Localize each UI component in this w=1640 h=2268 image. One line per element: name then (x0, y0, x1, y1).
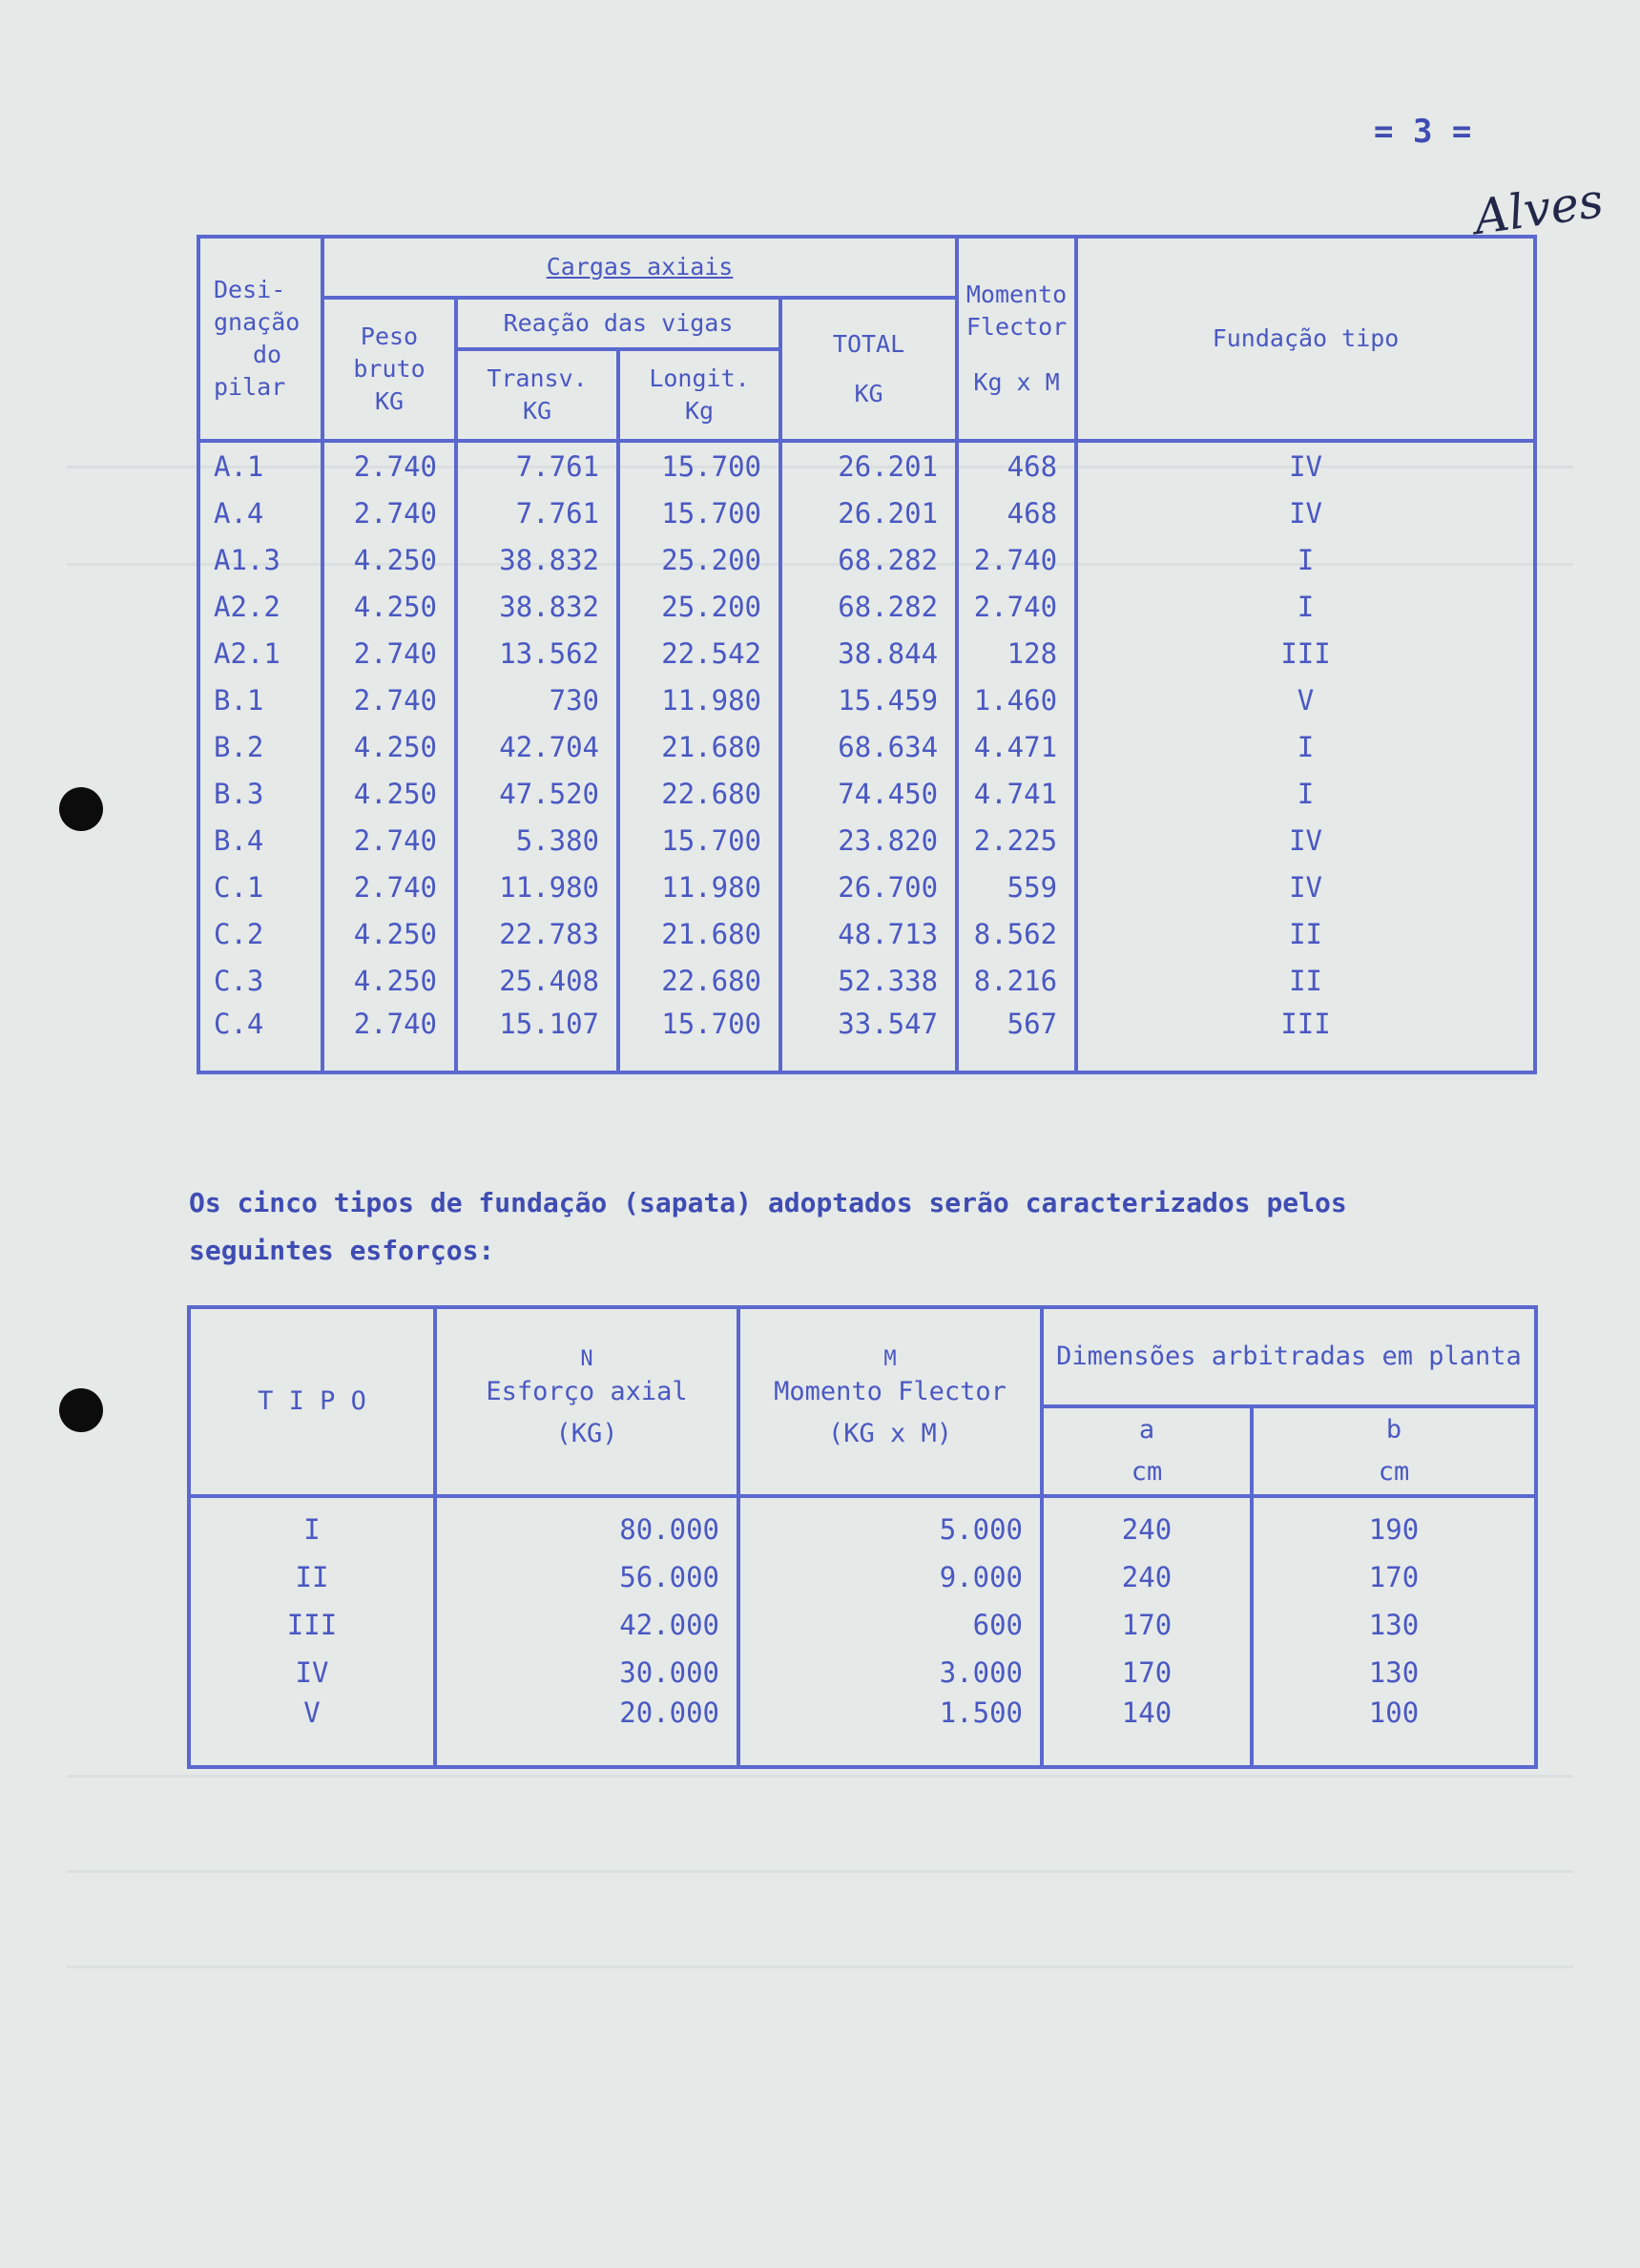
header-total: TOTAL KG (780, 298, 957, 441)
page-number: = 3 = (1374, 113, 1472, 151)
momento-flector-cell: 3.000 (738, 1649, 1042, 1696)
peso-bruto-cell: 4.250 (322, 723, 456, 770)
foundation-types-table (187, 1305, 1538, 1769)
momento-cell: 468 (957, 489, 1076, 536)
fundacao-tipo-cell: I (1076, 723, 1535, 770)
peso-bruto-cell: 4.250 (322, 536, 456, 583)
fundacao-tipo-cell: IV (1076, 864, 1535, 910)
peso-bruto-cell: 2.740 (322, 864, 456, 910)
esforco-axial-cell: 56.000 (435, 1553, 738, 1601)
table-row (198, 910, 1535, 957)
table-row (189, 1649, 1536, 1696)
dimensao-a-cell: 170 (1042, 1649, 1252, 1696)
table-row (198, 817, 1535, 864)
longit-cell: 25.200 (618, 583, 780, 630)
tipo-cell: III (189, 1601, 435, 1649)
dimensao-a-cell: 140 (1042, 1696, 1252, 1767)
transv-cell: 38.832 (456, 583, 618, 630)
header-esforco-axial: N Esforço axial (KG) (435, 1307, 738, 1496)
momento-flector-cell: 9.000 (738, 1553, 1042, 1601)
momento-cell: 4.741 (957, 770, 1076, 817)
peso-bruto-cell: 2.740 (322, 676, 456, 723)
header-dimensoes: Dimensões arbitradas em planta (1042, 1307, 1536, 1406)
punch-hole-top (59, 787, 103, 831)
fundacao-tipo-cell: I (1076, 770, 1535, 817)
pilar-cell: B.1 (198, 676, 322, 723)
transv-cell: 42.704 (456, 723, 618, 770)
momento-flector-cell: 600 (738, 1601, 1042, 1649)
esforco-axial-cell: 42.000 (435, 1601, 738, 1649)
momento-cell: 8.562 (957, 910, 1076, 957)
total-cell: 26.201 (780, 489, 957, 536)
longit-cell: 22.542 (618, 630, 780, 676)
longit-cell: 25.200 (618, 536, 780, 583)
longit-cell: 22.680 (618, 957, 780, 1004)
transv-cell: 25.408 (456, 957, 618, 1004)
momento-cell: 559 (957, 864, 1076, 910)
signature: Alves (1470, 172, 1607, 246)
momento-cell: 4.471 (957, 723, 1076, 770)
total-cell: 74.450 (780, 770, 957, 817)
peso-bruto-cell: 2.740 (322, 441, 456, 489)
dimensao-b-cell: 100 (1252, 1696, 1536, 1767)
longit-cell: 22.680 (618, 770, 780, 817)
momento-flector-cell: 1.500 (738, 1696, 1042, 1767)
fundacao-tipo-cell: I (1076, 536, 1535, 583)
pilar-cell: A1.3 (198, 536, 322, 583)
fundacao-tipo-cell: II (1076, 957, 1535, 1004)
header-designacao: Desi- gnação do pilar (198, 237, 322, 441)
table-row (198, 489, 1535, 536)
fundacao-tipo-cell: IV (1076, 817, 1535, 864)
header-momento-flector-kgm: M Momento Flector (KG x M) (738, 1307, 1042, 1496)
dimensao-a-cell: 170 (1042, 1601, 1252, 1649)
total-cell: 68.634 (780, 723, 957, 770)
fundacao-tipo-cell: IV (1076, 489, 1535, 536)
total-cell: 23.820 (780, 817, 957, 864)
header-tipo: T I P O (189, 1307, 435, 1496)
header-fundacao-tipo: Fundação tipo (1076, 237, 1535, 441)
transv-cell: 7.761 (456, 489, 618, 536)
header-longit: Longit. Kg (618, 349, 780, 441)
table-row (198, 583, 1535, 630)
fundacao-tipo-cell: IV (1076, 441, 1535, 489)
longit-cell: 21.680 (618, 723, 780, 770)
header-momento-flector: Momento Flector Kg x M (957, 237, 1076, 441)
momento-cell: 8.216 (957, 957, 1076, 1004)
pilar-cell: C.1 (198, 864, 322, 910)
table-row (198, 536, 1535, 583)
fundacao-tipo-cell: III (1076, 630, 1535, 676)
dimensao-a-cell: 240 (1042, 1496, 1252, 1553)
header-peso-bruto: Peso bruto KG (322, 298, 456, 441)
peso-bruto-cell: 4.250 (322, 583, 456, 630)
table-row (198, 630, 1535, 676)
pilar-cell: A.1 (198, 441, 322, 489)
header-b: b cm (1252, 1406, 1536, 1496)
transv-cell: 22.783 (456, 910, 618, 957)
pilar-cell: A.4 (198, 489, 322, 536)
dimensao-b-cell: 170 (1252, 1553, 1536, 1601)
foundation-types-paragraph: Os cinco tipos de fundação (sapata) adoptados serão caracterizados pelos seguintes esforços: (189, 1187, 1347, 1266)
bleed-through-line (67, 1870, 1573, 1873)
table-row (189, 1601, 1536, 1649)
longit-cell: 15.700 (618, 489, 780, 536)
pilar-cell: B.4 (198, 817, 322, 864)
dimensao-b-cell: 190 (1252, 1496, 1536, 1553)
table-row (189, 1496, 1536, 1553)
longit-cell: 11.980 (618, 676, 780, 723)
dimensao-a-cell: 240 (1042, 1553, 1252, 1601)
header-cargas-axiais: Cargas axiais (322, 237, 957, 298)
table-row (198, 1004, 1535, 1072)
fundacao-tipo-cell: V (1076, 676, 1535, 723)
total-cell: 68.282 (780, 583, 957, 630)
fundacao-tipo-cell: III (1076, 1004, 1535, 1072)
pilar-cell: A2.1 (198, 630, 322, 676)
table-row (198, 957, 1535, 1004)
total-cell: 38.844 (780, 630, 957, 676)
fundacao-tipo-cell: II (1076, 910, 1535, 957)
dimensao-b-cell: 130 (1252, 1649, 1536, 1696)
pillar-loads-table (197, 235, 1537, 1074)
peso-bruto-cell: 2.740 (322, 817, 456, 864)
momento-cell: 567 (957, 1004, 1076, 1072)
dimensao-b-cell: 130 (1252, 1601, 1536, 1649)
fundacao-tipo-cell: I (1076, 583, 1535, 630)
table-row (198, 723, 1535, 770)
momento-flector-cell: 5.000 (738, 1496, 1042, 1553)
peso-bruto-cell: 4.250 (322, 910, 456, 957)
total-cell: 52.338 (780, 957, 957, 1004)
transv-cell: 11.980 (456, 864, 618, 910)
momento-cell: 468 (957, 441, 1076, 489)
total-cell: 48.713 (780, 910, 957, 957)
bleed-through-line (67, 1966, 1573, 1968)
esforco-axial-cell: 30.000 (435, 1649, 738, 1696)
longit-cell: 15.700 (618, 817, 780, 864)
peso-bruto-cell: 4.250 (322, 957, 456, 1004)
total-cell: 68.282 (780, 536, 957, 583)
header-reacao-das-vigas: Reação das vigas (456, 298, 780, 349)
tipo-cell: II (189, 1553, 435, 1601)
transv-cell: 38.832 (456, 536, 618, 583)
transv-cell: 47.520 (456, 770, 618, 817)
punch-hole-bottom (59, 1388, 103, 1432)
transv-cell: 5.380 (456, 817, 618, 864)
transv-cell: 730 (456, 676, 618, 723)
pilar-cell: B.2 (198, 723, 322, 770)
momento-cell: 2.740 (957, 536, 1076, 583)
total-cell: 26.201 (780, 441, 957, 489)
pilar-cell: C.3 (198, 957, 322, 1004)
momento-cell: 2.740 (957, 583, 1076, 630)
table-row (198, 441, 1535, 489)
header-transv: Transv. KG (456, 349, 618, 441)
peso-bruto-cell: 2.740 (322, 489, 456, 536)
total-cell: 15.459 (780, 676, 957, 723)
momento-cell: 128 (957, 630, 1076, 676)
tipo-cell: IV (189, 1649, 435, 1696)
total-cell: 33.547 (780, 1004, 957, 1072)
peso-bruto-cell: 2.740 (322, 1004, 456, 1072)
tipo-cell: I (189, 1496, 435, 1553)
longit-cell: 15.700 (618, 1004, 780, 1072)
tipo-cell: V (189, 1696, 435, 1767)
longit-cell: 15.700 (618, 441, 780, 489)
peso-bruto-cell: 2.740 (322, 630, 456, 676)
table-row (198, 676, 1535, 723)
longit-cell: 21.680 (618, 910, 780, 957)
transv-cell: 7.761 (456, 441, 618, 489)
peso-bruto-cell: 4.250 (322, 770, 456, 817)
pilar-cell: C.2 (198, 910, 322, 957)
table-row (198, 770, 1535, 817)
header-a: a cm (1042, 1406, 1252, 1496)
table-row (198, 864, 1535, 910)
pilar-cell: B.3 (198, 770, 322, 817)
table-row (189, 1553, 1536, 1601)
transv-cell: 15.107 (456, 1004, 618, 1072)
esforco-axial-cell: 20.000 (435, 1696, 738, 1767)
pilar-cell: C.4 (198, 1004, 322, 1072)
pilar-cell: A2.2 (198, 583, 322, 630)
total-cell: 26.700 (780, 864, 957, 910)
momento-cell: 1.460 (957, 676, 1076, 723)
longit-cell: 11.980 (618, 864, 780, 910)
momento-cell: 2.225 (957, 817, 1076, 864)
esforco-axial-cell: 80.000 (435, 1496, 738, 1553)
bleed-through-line (67, 1775, 1573, 1778)
transv-cell: 13.562 (456, 630, 618, 676)
table-row (189, 1696, 1536, 1767)
